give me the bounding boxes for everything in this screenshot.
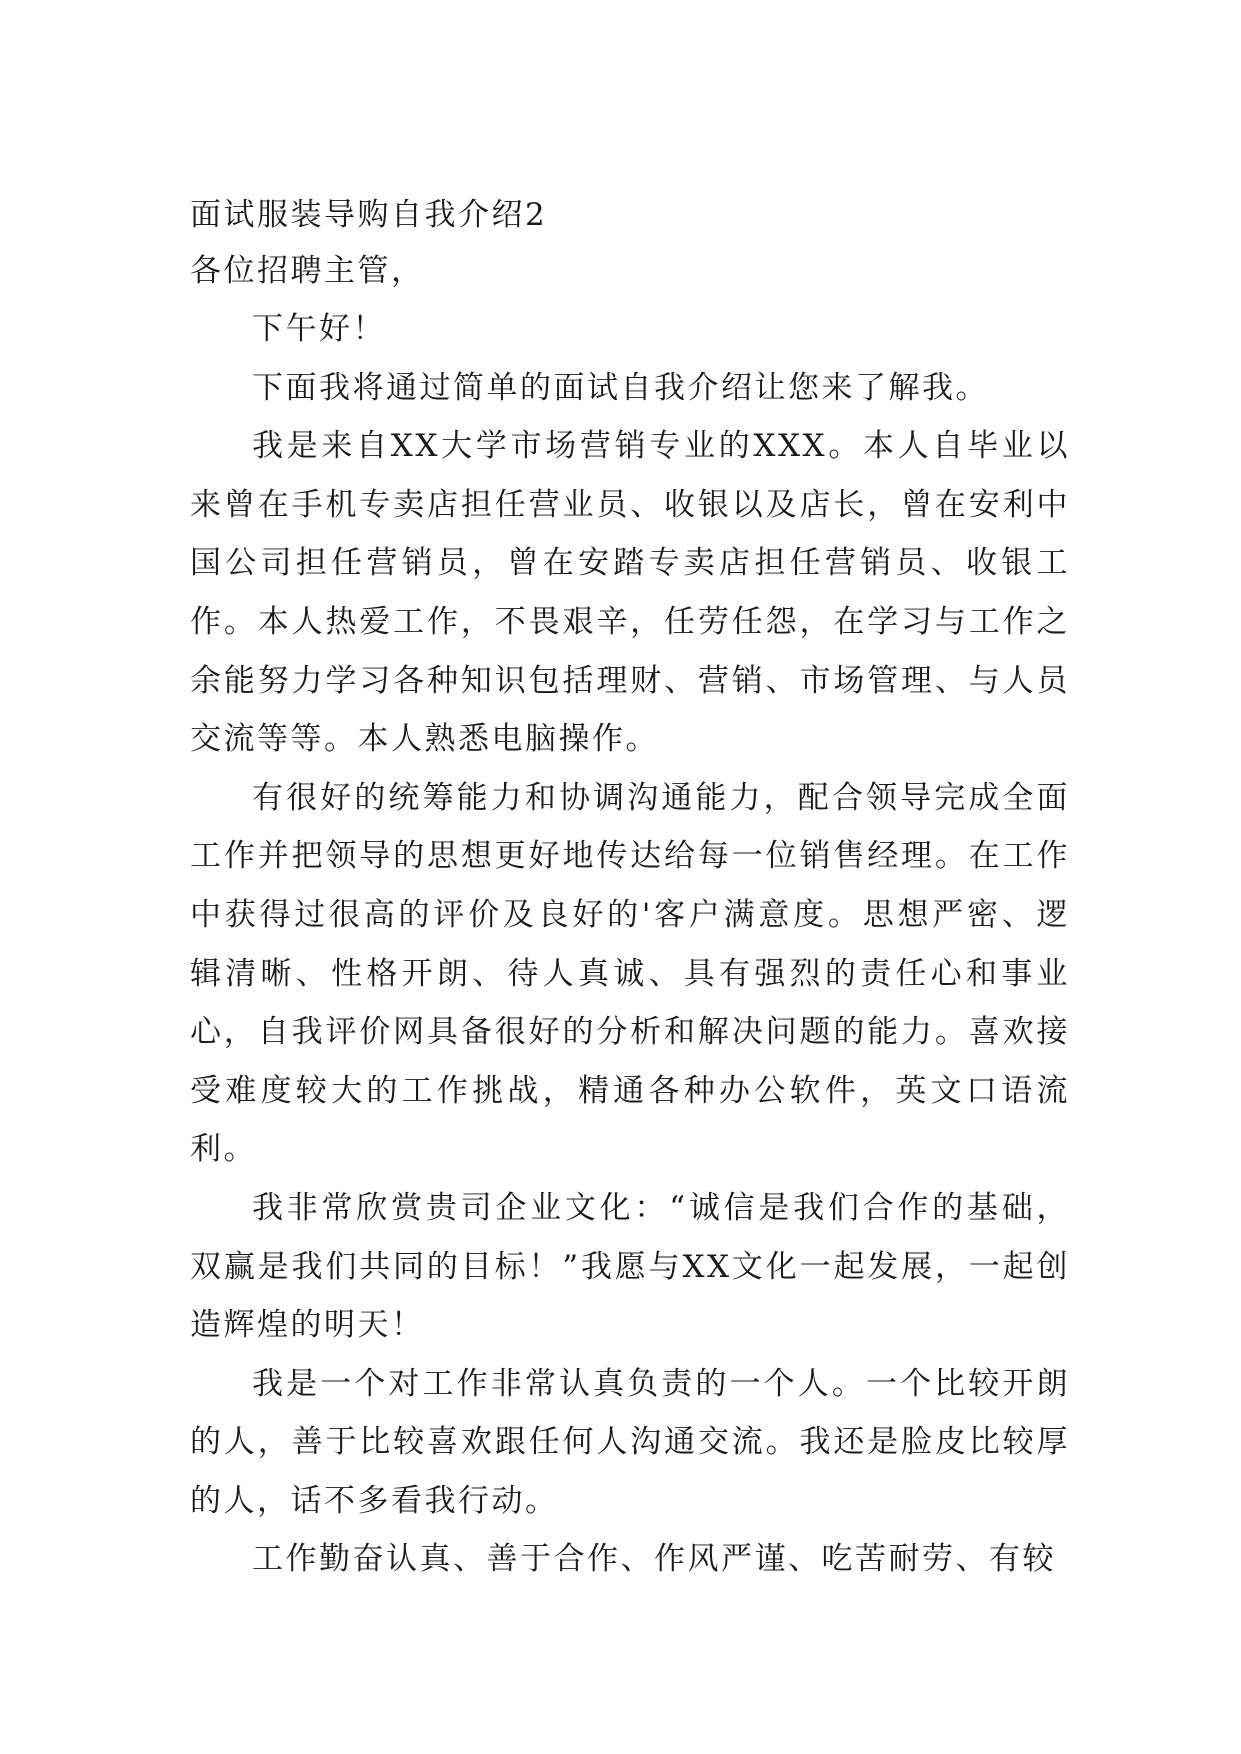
document-title: 面试服装导购自我介绍2 — [190, 197, 548, 233]
paragraph-intro: 下面我将通过简单的面试自我介绍让您来了解我。 — [252, 369, 989, 406]
paragraph-background: 我是来自XX大学市场营销专业的XXX。本人自毕业以来曾在手机专卖店担任营业员、收银以及店长，曾在安利中国公司担任营销员，曾在安踏专卖店担任营销员、收银工作。本人热爱工作，不畏艰辛，任劳任怨，在学习与工作之余能努力学习各种知识包括理财、营销、市场管理、与人员交流等等。本人熟悉电脑操作。 — [190, 428, 1070, 758]
document-body — [190, 188, 1070, 1589]
paragraph-personality: 我是一个对工作非常认真负责的一个人。一个比较开朗的人，善于比较喜欢跟任何人沟通交流。我还是脸皮比较厚的人，话不多看我行动。 — [190, 1365, 1070, 1519]
salutation: 各位招聘主管， — [190, 253, 425, 289]
paragraph-work-attitude: 工作勤奋认真、善于合作、作风严谨、吃苦耐劳、有较 — [252, 1541, 1056, 1578]
paragraph-greeting: 下午好！ — [252, 311, 386, 347]
paragraph-culture: 我非常欣赏贵司企业文化：“诚信是我们合作的基础，双赢是我们共同的目标！”我愿与XX文化一起发展，一起创造辉煌的明天！ — [190, 1189, 1070, 1344]
paragraph-abilities: 有很好的统筹能力和协调沟通能力，配合领导完成全面工作并把领导的思想更好地传达给每一位销售经理。在工作中获得过很高的评价及良好的'客户满意度。思想严密、逻辑清晰、性格开朗、待人真诚、具有强烈的责任心和事业心，自我评价网具备很好的分析和解决问题的能力。喜欢接受难度较大的工作挑战，精通各种办公软件，英文口语流利。 — [190, 779, 1070, 1168]
